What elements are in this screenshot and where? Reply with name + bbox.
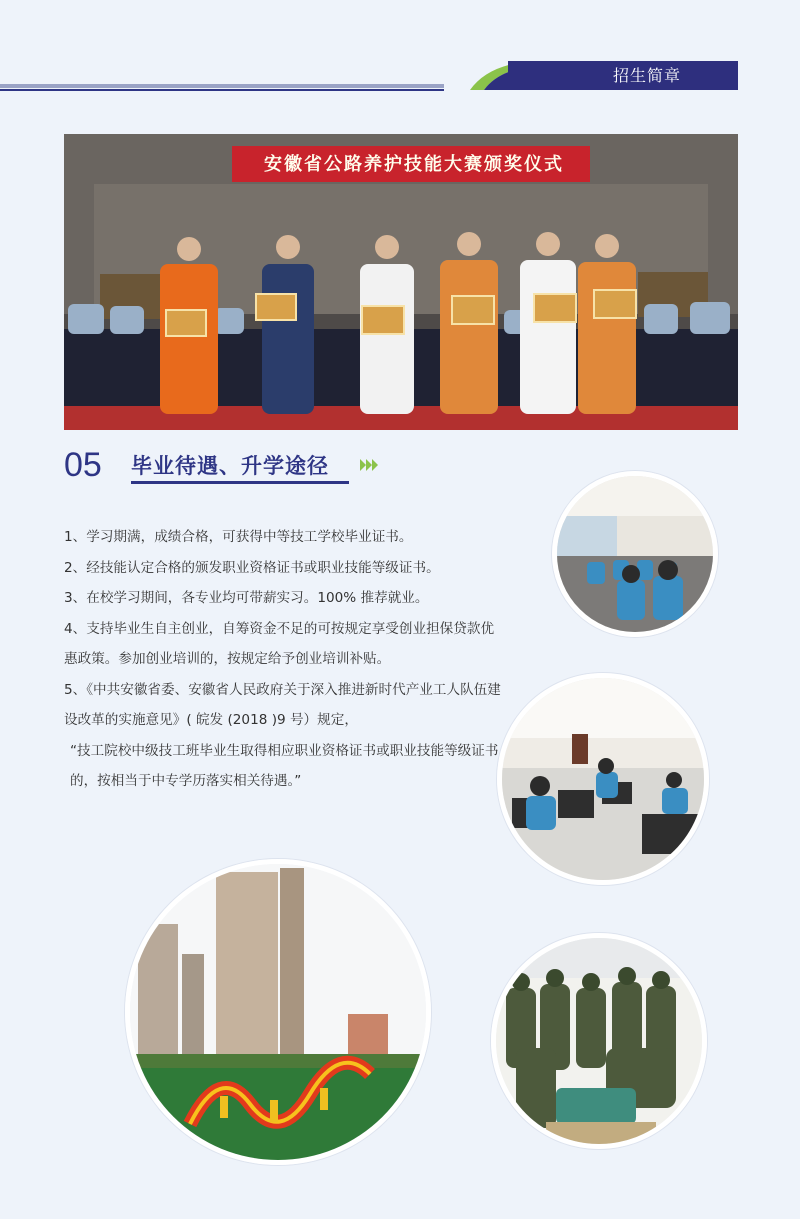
policy-item: 5、《中共安徽省委、安徽省人民政府关于深入推进新时代产业工人队伍建设改革的实施意见》( 皖发 (2018 )9 号）规定， xyxy=(64,681,501,728)
section-title: 毕业待遇、升学途径 xyxy=(131,454,329,478)
dragon-dance-photo xyxy=(125,859,431,1165)
policy-item: 2、经技能认定合格的颁发职业资格证书或职业技能等级证书。 xyxy=(64,559,440,576)
policy-list xyxy=(64,522,504,797)
policy-item: 3、在校学习期间，各专业均可带薪实习。100% 推荐就业。 xyxy=(64,590,429,606)
header-title: 招生简章 xyxy=(613,66,682,85)
header-line-light xyxy=(0,84,444,88)
policy-quote: “技工院校中级技工班毕业生取得相应职业资格证书或职业技能等级证书的，按相当于中专学历落实相关待遇。” xyxy=(70,742,499,789)
double-chevron-icon xyxy=(359,458,379,472)
policy-item: 1、学习期满，成绩合格，可获得中等技工学校毕业证书。 xyxy=(64,529,413,545)
military-training-photo xyxy=(491,933,707,1149)
policy-item: 4、支持毕业生自主创业，自筹资金不足的可按规定享受创业担保贷款优惠政策。参加创业培训的，按规定给予创业培训补贴。 xyxy=(64,620,495,667)
section-number: 05 xyxy=(64,446,102,484)
classroom-photo xyxy=(552,471,718,637)
header-line-dark xyxy=(0,89,444,91)
ceremony-banner-text: 安徽省公路养护技能大赛颁奖仪式 xyxy=(264,154,564,175)
section-underline xyxy=(131,481,349,484)
computer-lab-photo xyxy=(497,673,709,885)
